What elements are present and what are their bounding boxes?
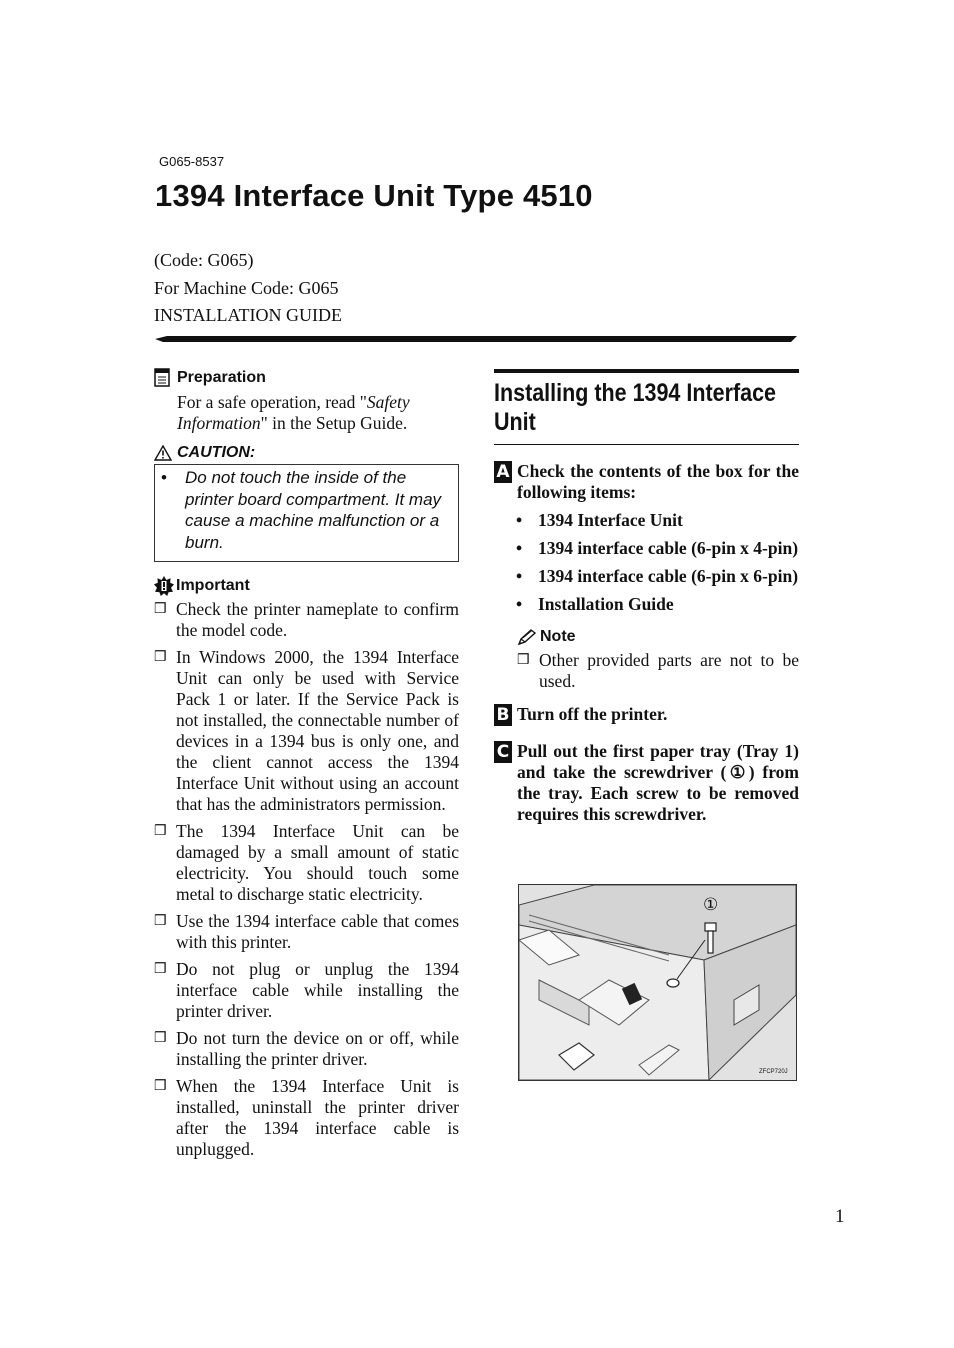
step-number-icon: B [494, 704, 512, 726]
box-contents-list [494, 510, 799, 614]
paper-tray-illustration [518, 884, 797, 1081]
preparation-text: For a safe operation, read "Safety Information" in the Setup Guide. [177, 392, 410, 433]
step-2: B Turn off the printer. [494, 704, 799, 726]
important-label: Important [176, 577, 250, 594]
important-burst-icon [154, 576, 174, 596]
checkbox-icon: ❒ [154, 1031, 167, 1046]
checkbox-icon: ❒ [517, 653, 530, 668]
note-header [517, 628, 799, 646]
list-item: • 1394 interface cable (6-pin x 4-pin) [516, 538, 799, 558]
left-column [154, 368, 459, 1166]
list-item: • 1394 interface cable (6-pin x 6-pin) [516, 566, 799, 586]
list-item: ❒ Use the 1394 interface cable that comes with this printer. [154, 911, 459, 952]
list-item: ❒ Check the printer nameplate to confirm the model code. [154, 599, 459, 640]
step-number-icon: C [494, 741, 512, 763]
list-item: ❒ Do not plug or unplug the 1394 interface cable while installing the printer driver. [154, 959, 459, 1021]
guide-type: INSTALLATION GUIDE [154, 305, 343, 325]
callout-number: ① [703, 895, 719, 914]
preparation-header [154, 368, 459, 387]
important-header [154, 576, 459, 596]
section-title: Installing the 1394 Interface Unit [494, 369, 799, 445]
list-item: ❒ Do not turn the device on or off, while installing the printer driver. [154, 1028, 459, 1069]
preparation-label: Preparation [177, 368, 266, 386]
checkbox-icon: ❒ [154, 962, 167, 977]
checkbox-icon: ❒ [154, 914, 167, 929]
header-rule [155, 336, 797, 342]
list-item: ❒ The 1394 Interface Unit can be damaged by a small amount of static electricity. You should touch some metal to discharge static electricity. [154, 821, 459, 904]
preparation-icon [154, 368, 171, 387]
checkbox-icon: ❒ [154, 824, 167, 839]
paper-tray-drawing [519, 885, 796, 1080]
step-number-icon: A [494, 461, 512, 483]
important-list [154, 599, 459, 1160]
checkbox-icon: ❒ [154, 1079, 167, 1094]
caution-bullet: • [161, 468, 167, 487]
caution-header [154, 444, 459, 462]
checkbox-icon: ❒ [154, 602, 167, 617]
checkbox-icon: ❒ [154, 650, 167, 665]
page-number: 1 [835, 1206, 845, 1227]
list-item: • Installation Guide [516, 594, 674, 614]
list-item: ❒ Other provided parts are not to be used. [517, 650, 799, 691]
code-line: (Code: G065) [154, 250, 254, 270]
caution-text: Do not touch the inside of the printer board compartment. It may cause a machine malfunction or a burn. [185, 468, 442, 552]
figure-code: ZFCP720J [759, 1069, 788, 1075]
caution-box [154, 464, 459, 562]
caution-label: CAUTION: [177, 444, 256, 461]
warning-triangle-icon [154, 445, 172, 461]
right-column [494, 369, 799, 825]
document-code: G065-8537 [159, 154, 225, 169]
page-title: 1394 Interface Unit Type 4510 [155, 178, 593, 213]
list-item: ❒ In Windows 2000, the 1394 Interface Unit can only be used with Service Pack 1 or later. If the Service Pack is not installed, the connectable number of devices in a 1394 bus is only one, and the client cannot access the 1394 Interface Unit without using an account that has the administrators permission. [154, 647, 459, 814]
pencil-note-icon [517, 629, 537, 646]
list-item: • 1394 Interface Unit [516, 510, 683, 530]
list-item: ❒ When the 1394 Interface Unit is installed, uninstall the printer driver after the 1394 interface cable is unplugged. [154, 1076, 459, 1159]
note-list [517, 650, 799, 692]
machine-code-line: For Machine Code: G065 [154, 278, 339, 298]
safety-information-ref: Safety Information [177, 392, 410, 433]
note-label: Note [540, 628, 576, 645]
step-3: C Pull out the first paper tray (Tray 1) and take the screwdriver (①) from the tray. Each screw to be removed requires this screwdriver. [494, 741, 799, 825]
step-1: A Check the contents of the box for the following items: [494, 461, 799, 503]
